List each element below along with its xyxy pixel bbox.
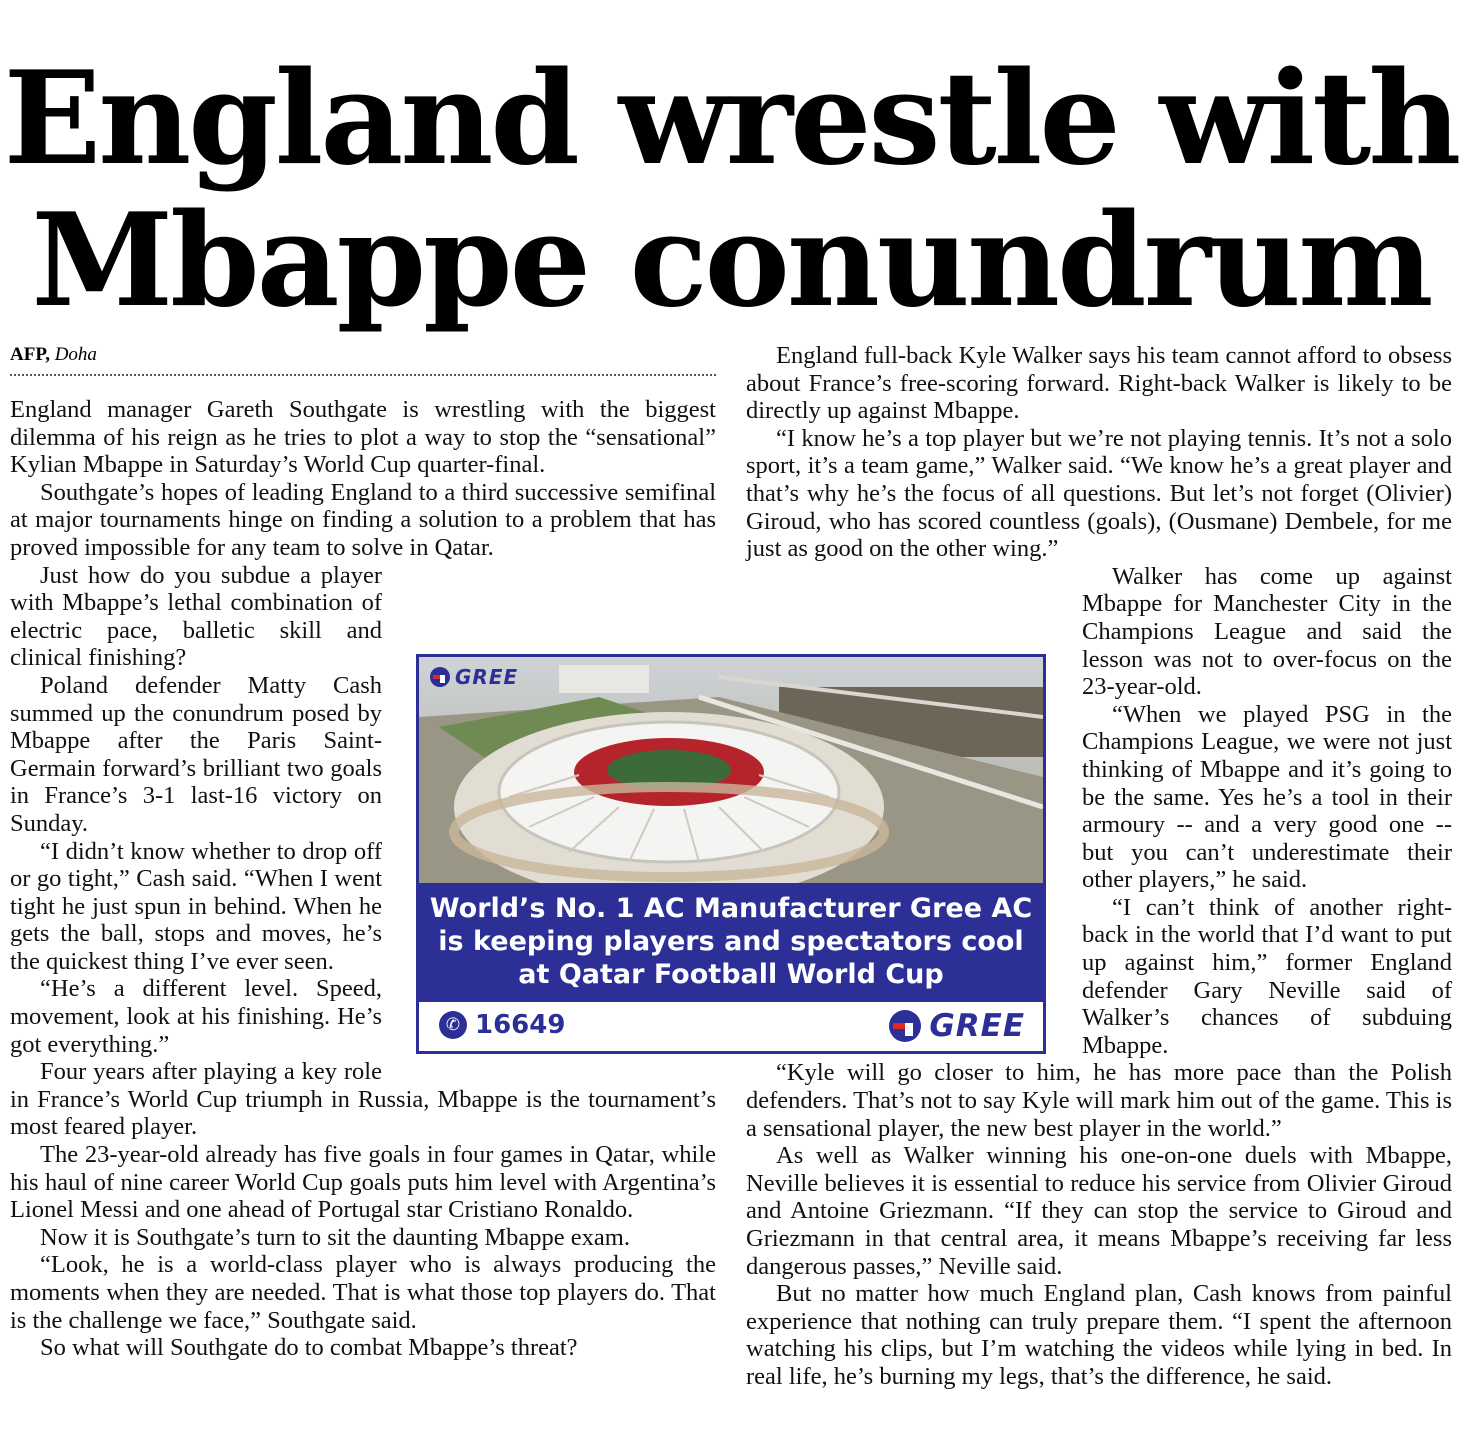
paragraph: Now it is Southgate’s turn to sit the daunting Mbappe exam. [40,1223,630,1251]
ad-phone[interactable] [439,1010,565,1040]
paragraph: England manager Gareth Southgate is wrestling with the biggest dilemma of his reign as he tries to plot a way to stop the “sensational” Kylian Mbappe in Saturday’s World Cup quarter-final. [10,396,716,479]
gree-logo-icon [429,666,451,688]
paragraph: “Kyle will go closer to him, he has more pace than the Polish defenders. That’s not to say Kyle will mark him out of the game. This is a sensational player, the new best player in the world.” [746,1059,1452,1142]
gree-brand-small: GREE [455,665,519,689]
paragraph: But no matter how much England plan, Cash knows from painful experience that nothing can truly prepare them. “I spent the afternoon watching his clips, but I’m watching the videos while lying in bed. In real life, he’s burning my legs, that’s the difference, he said. [746,1280,1452,1390]
paragraph: The 23-year-old already has five goals in four games in Qatar, while his haul of nine career World Cup goals puts him level with Argentina’s Lionel Messi and one ahead of Portugal star Cristiano Ronaldo. [10,1141,716,1224]
gree-logo-top [429,665,518,689]
paragraph: Four years after playing a key role in France’s World Cup triumph in Russia, Mbappe is the tournament’s most feared player. [10,1058,716,1141]
paragraph: “I didn’t know whether to drop off or go tight,” Cash said. “When I went tight he just spun in behind. When he gets the ball, stops and moves, he’s the quickest thing I’ve ever seen. [10,837,382,975]
ad-phone-number: 16649 [475,1010,566,1040]
paragraph: “I know he’s a top player but we’re not playing tennis. It’s not a solo sport, it’s a team game,” Walker said. “We know he’s a great player and that’s why he’s the focus of all questions. But let’s not forget (Olivier) Giroud, who has scored countless (goals), (Ousmane) Dembele, for me just as good on the other wing.” [746,424,1452,563]
headline-line-2: Mbappe conundrum [31,186,1431,336]
paragraph: England full-back Kyle Walker says his team cannot afford to obsess about France’s free-scoring forward. Right-back Walker is likely to be directly up against Mbappe. [746,342,1452,425]
gree-brand: GREE [929,1008,1025,1044]
phone-icon: ✆ [439,1011,467,1039]
paragraph: Walker has come up against Mbappe for Manchester City in the Champions League and said the lesson was not to over-focus on the 23-year-old. [1082,562,1452,701]
ad-headline-band [419,883,1043,999]
paragraph: Southgate’s hopes of leading England to a third successive semifinal at major tournaments hinge on finding a solution to a problem that has proved impossible for any team to solve in Qatar. [10,478,716,561]
gree-advertisement[interactable] [416,654,1046,1054]
article-headline [0,44,1462,336]
paragraph: “Look, he is a world-class player who is always producing the moments when they are needed. That is what those top players do. That is the challenge we face,” Southgate said. [10,1251,716,1334]
paragraph: “When we played PSG in the Champions League, we were not just thinking of Mbappe and it’s going to be the same. Yes he’s a tool in their armoury -- and a very good one -- but you can’t underestimate their other players,” he said. [1082,700,1452,894]
paragraph: Poland defender Matty Cash summed up the conundrum posed by Mbappe after the Paris Saint-Germain forward’s brilliant two goals in France’s 3-1 last-16 victory on Sunday. [10,671,382,837]
ad-headline: World’s No. 1 AC Manufacturer Gree AC is keeping players and spectators cool at Qatar Football World Cup [429,892,1033,990]
paragraph: Just how do you subdue a player with Mbappe’s lethal combination of electric pace, balletic skill and clinical finishing? [10,561,382,672]
gree-logo-footer [887,1008,1025,1044]
headline-line-1: England wrestle with [3,44,1459,194]
paragraph: “He’s a different level. Speed, movement, look at his finishing. He’s got everything.” [10,975,382,1058]
ad-footer [419,999,1043,1051]
paragraph: So what will Southgate do to combat Mbappe’s threat? [40,1334,578,1362]
byline-agency: AFP, [10,344,50,365]
stadium-aerial-photo [419,657,1043,883]
paragraph: “I can’t think of another right-back in the world that I’d want to put up against him,” former England defender Gary Neville said of Walker’s chances of subduing Mbappe. [1082,893,1452,1059]
paragraph: As well as Walker winning his one-on-one duels with Mbappe, Neville believes it is essential to reduce his service from Olivier Giroud and Antoine Griezmann. “If they can stop the service to Giroud and Griezmann in that central area, it means Mbappe’s receiving far less dangerous passes,” Neville said. [746,1142,1452,1280]
byline [10,344,716,376]
byline-place: Doha [54,344,97,365]
stadium-illustration [419,657,1043,883]
gree-logo-icon [887,1008,923,1044]
